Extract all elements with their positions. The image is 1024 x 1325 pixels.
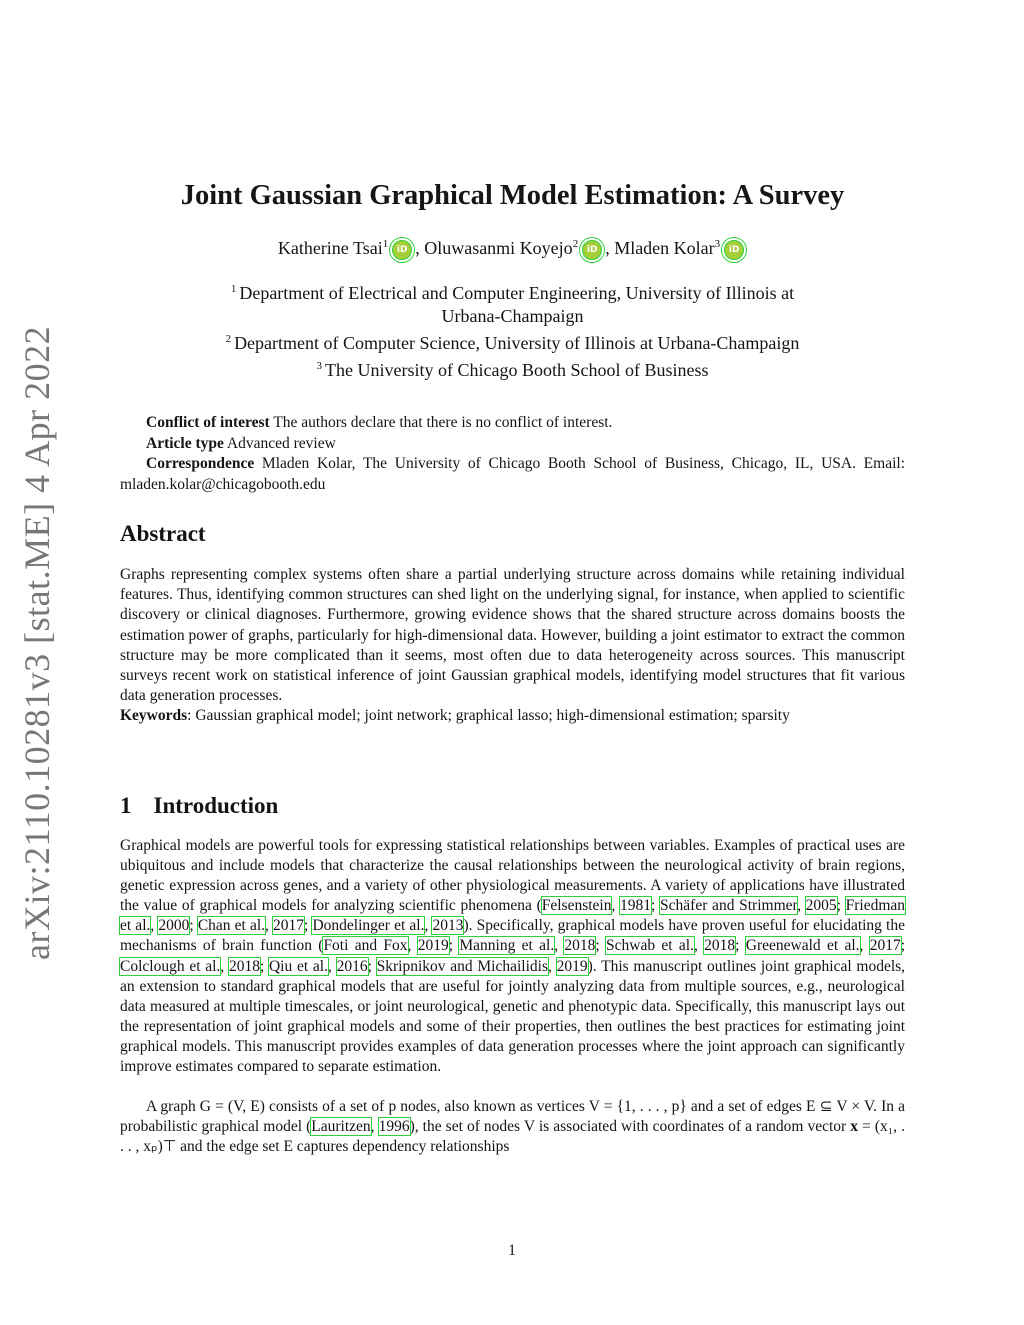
citation-link-author[interactable]: Lauritzen <box>311 1118 371 1136</box>
correspondence <box>120 454 905 495</box>
affiliation-text: Department of Electrical and Computer Engineering, University of Illinois at <box>239 283 795 303</box>
citation-link-author[interactable]: Schäfer and Strimmer <box>660 897 798 915</box>
citation-link-year[interactable]: 2017 <box>869 937 901 955</box>
introduction-body <box>120 836 905 1157</box>
orcid-icon[interactable]: iD <box>392 240 412 260</box>
citation-link-year[interactable]: 2005 <box>805 897 837 915</box>
arxiv-sidebar-stamp: arXiv:2110.10281v3 [stat.ME] 4 Apr 2022 <box>17 325 57 960</box>
affiliation-mark: 3 <box>316 360 323 372</box>
affiliation-text: Department of Computer Science, University of Illinois at Urbana-Champaign <box>234 333 800 353</box>
orcid-icon[interactable]: iD <box>582 240 602 260</box>
affiliation <box>120 355 905 382</box>
author-affiliation-mark: 2 <box>572 238 579 250</box>
paper-title: Joint Gaussian Graphical Model Estimation: A Survey <box>180 180 845 211</box>
citation-link-author[interactable]: Chan et al. <box>197 917 266 935</box>
affiliation <box>120 328 905 355</box>
citation-link-year[interactable]: 2013 <box>432 917 464 935</box>
citation-link-year[interactable]: 2016 <box>336 957 368 975</box>
citation-link-author[interactable]: Felsenstein <box>541 897 612 915</box>
intro-text: ), the set of nodes V is associated with coordinates of a random vector <box>409 1118 851 1136</box>
keywords-label: Keywords <box>120 707 188 725</box>
citation-link-year[interactable]: 1996 <box>378 1118 410 1136</box>
author-name: Mladen Kolar <box>614 238 715 258</box>
affiliation-line: Urbana-Champaign <box>441 306 584 326</box>
citation-link-author[interactable]: Schwab et al. <box>606 937 694 955</box>
article-type <box>120 434 905 455</box>
keywords <box>120 706 905 726</box>
abstract-body <box>120 565 905 727</box>
citation-link-author[interactable]: Foti and Fox <box>323 937 408 955</box>
affiliation-text: The University of Chicago Booth School of Business <box>325 360 709 380</box>
intro-paragraph-1: Graphical models are powerful tools for expressing statistical relationships between variables. Examples of practical uses are ubiquitous and include models that characterize the causal relationships between the neurological activity of brain regions, genetic expression across genes, and a variety of other physiological measurements. A variety of applications have illustrated the value of graphical models for analyzing scientific phenomena (Felsenstein, 1981; Schäfer and Strimmer, 2005; Friedman et al., 2000; Chan et al., 2017; Dondelinger et al., 2013). Specifically, graphical models have proven useful for elucidating the mechanisms of brain function (Foti and Fox, 2019; Manning et al., 2018; Schwab et al., 2018; Greenewald et al., 2017; Colclough et al., 2018; Qiu et al., 2016; Skripnikov and Michailidis, 2019). This manuscript outlines joint graphical models, an extension to standard graphical models that are useful for jointly analyzing data from multiple sources, e.g., neurological data measured at multiple timescales, or joint neurological, genetic and phenotypic data. Specifically, this manuscript lays out the representation of joint graphical models and some of their properties, then outlines the best practices for estimating joint graphical models. This manuscript provides examples of data generation processes where the joint approach can significantly improve estimates compared to separate estimation. <box>120 837 906 1076</box>
citation-link-author[interactable]: Greenewald et al. <box>745 937 860 955</box>
citation-link-author[interactable]: Friedman et al. <box>120 897 906 935</box>
article-type-label: Article type <box>146 434 224 452</box>
page-number: 1 <box>508 1242 516 1259</box>
citation-link-author[interactable]: Qiu et al. <box>268 957 328 975</box>
affiliation-list <box>120 278 905 382</box>
introduction-heading <box>120 793 278 819</box>
conflict-label: Conflict of interest <box>146 414 270 431</box>
intro-text: = (x₁, . . . , xₚ)⊤ and the edge set E captures dependency relationships <box>120 1118 905 1156</box>
affiliation-mark: 2 <box>225 333 232 345</box>
section-title: Introduction <box>153 793 279 818</box>
article-type-text: Advanced review <box>223 434 336 452</box>
affiliation-line <box>120 278 905 305</box>
article-metadata <box>120 413 905 495</box>
citation-link-author[interactable]: Colclough et al. <box>120 957 221 975</box>
affiliation-line <box>120 328 905 355</box>
author-affiliation-mark: 1 <box>382 238 389 250</box>
affiliation-line <box>120 355 905 382</box>
intro-paragraph-2: A graph G = (V, E) consists of a set of p nodes, also known as vertices V = {1, . . . , p} and a set of edges E ⊆ V × V. In a probabilistic graphical model (Lauritzen, 1996), the set of nodes V is associated with coordinates of a random vector x = (x₁, . . . , xₚ)⊤ and the edge set E captures dependency relationships <box>120 1098 905 1156</box>
abstract-text: Graphs representing complex systems often share a partial underlying structure across domains while retaining individual features. Thus, identifying common structures can shed light on the underlying signal, for instance, when applied to scientific discovery or clinical diagnoses. Furthermore, growing evidence shows that the shared structure across domains boosts the estimation power of graphs, particularly for high-dimensional data. However, building a joint estimator to extract the common structure may be more complicated than it seems, most often due to data heterogeneity across sources. This manuscript surveys recent work on statistical inference of joint Gaussian graphical models, identifying model structures that fit various data generation processes. <box>120 566 905 705</box>
author-separator: , <box>605 238 615 258</box>
citation-link-year[interactable]: 1981 <box>620 897 652 915</box>
citation-link-year[interactable]: 2017 <box>273 917 305 935</box>
intro-text: A graph G = (V, E) consists of a set of p nodes, also known as vertices V = {1, . . . , p} and a set of edges E ⊆ V × V. In a probabilistic graphical model ( <box>120 1098 905 1136</box>
citation-link-year[interactable]: 2019 <box>417 937 449 955</box>
intro-text: ). Specifically, graphical models have proven useful for elucidating the mechanisms of brain function ( <box>120 917 905 955</box>
keywords-text: : Gaussian graphical model; joint network; graphical lasso; high-dimensional estimation; sparsity <box>187 707 790 725</box>
correspondence-text: Mladen Kolar, The University of Chicago Booth School of Business, Chicago, IL, USA. Email: mladen.kolar@chicagobooth.edu <box>120 455 905 493</box>
correspondence-label: Correspondence <box>146 455 255 472</box>
citation-link-year[interactable]: 2018 <box>704 937 736 955</box>
intro-text: Graphical models are powerful tools for expressing statistical relationships between variables. Examples of practical uses are ubiquitous and include models that characterize the causal relationships between the neurological activity of brain regions, genetic expression across genes, and a variety of other physiological measurements. A variety of applications have illustrated the value of graphical models for analyzing scientific phenomena ( <box>120 837 905 915</box>
citation-link-year[interactable]: 2018 <box>228 957 260 975</box>
affiliation <box>120 278 905 328</box>
orcid-icon[interactable]: iD <box>724 240 744 260</box>
vector-symbol: x <box>850 1118 858 1136</box>
conflict-text: The authors declare that there is no conflict of interest. <box>269 414 613 431</box>
author-name: Katherine Tsai <box>277 238 383 258</box>
abstract-heading: Abstract <box>120 521 206 546</box>
author-affiliation-mark: 3 <box>714 238 721 250</box>
author-name: Oluwasanmi Koyejo <box>424 238 573 258</box>
citation-link-year[interactable]: 2019 <box>556 957 588 975</box>
citation-link-year[interactable]: 2000 <box>158 917 190 935</box>
citation-link-author[interactable]: Dondelinger et al. <box>312 917 425 935</box>
citation-link-author[interactable]: Skripnikov and Michailidis <box>376 957 548 975</box>
section-number: 1 <box>120 793 132 818</box>
conflict-of-interest <box>120 413 905 434</box>
intro-text: ). This manuscript outlines joint graphical models, an extension to standard graphical models that are useful for jointly analyzing data from multiple sources, e.g., neurological data measured at multiple timescales, or joint neurological, genetic and phenotypic data. Specifically, this manuscript lays out the representation of joint graphical models and some of their properties, then outlines the best practices for estimating joint graphical models. This manuscript provides examples of data generation processes where the joint approach can significantly improve estimates compared to separate estimation. <box>120 957 906 1076</box>
author-list <box>120 238 905 260</box>
affiliation-mark: 1 <box>230 283 237 295</box>
citation-link-year[interactable]: 2018 <box>564 937 596 955</box>
citation-link-author[interactable]: Manning et al. <box>459 937 555 955</box>
author-separator: , <box>415 238 425 258</box>
